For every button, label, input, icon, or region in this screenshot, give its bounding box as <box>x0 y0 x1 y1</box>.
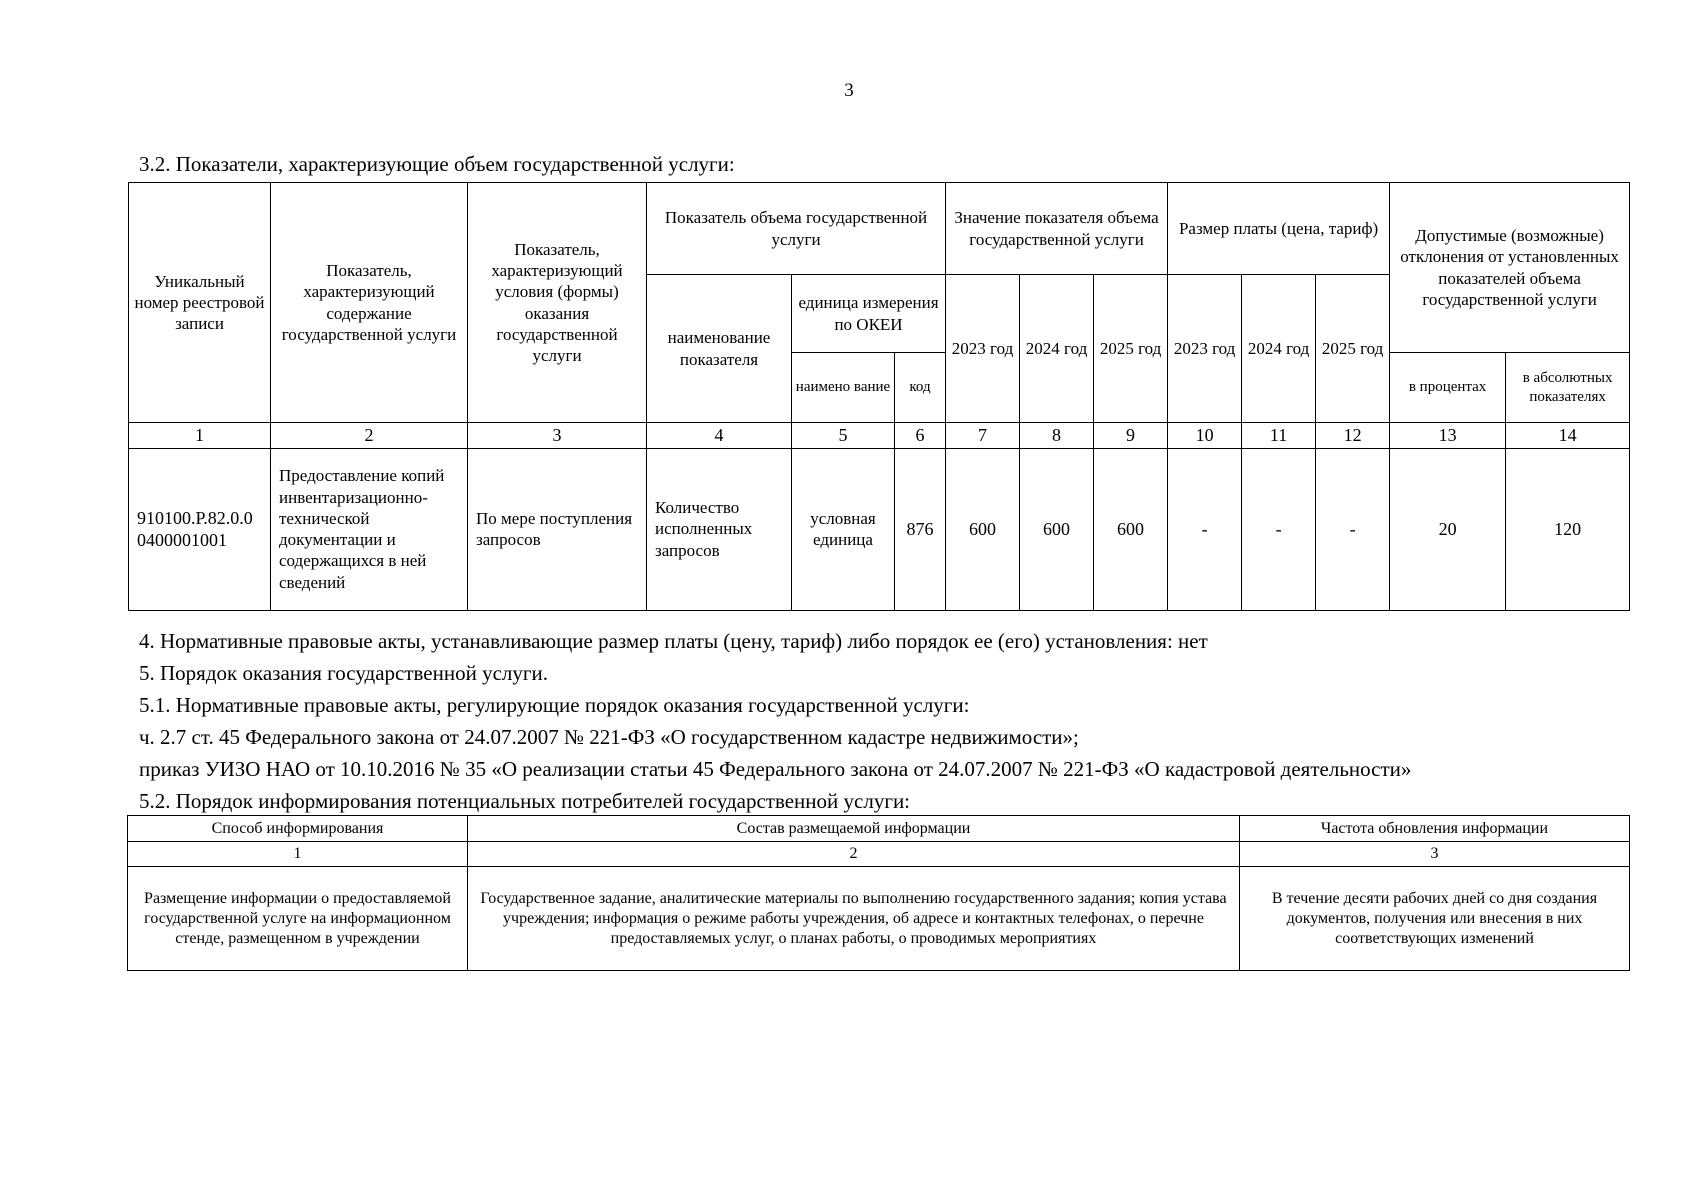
value-2023-cell: 600 <box>946 448 1020 610</box>
fee-2023-cell: - <box>1168 448 1242 610</box>
column-number: 12 <box>1316 423 1390 449</box>
header-deviation-percent: в процентах <box>1390 353 1506 423</box>
header-informing-method: Способ информирования <box>128 816 468 842</box>
column-number: 8 <box>1020 423 1094 449</box>
paragraph-4: 4. Нормативные правовые акты, устанавливающие размер платы (цену, тариф) либо порядок ее (его) установления: нет <box>139 629 1208 653</box>
informing-method-cell: Размещение информации о предоставляемой государственной услуге на информационном стенде, размещенном в учреждении <box>128 867 468 971</box>
fee-2025-cell: - <box>1316 448 1390 610</box>
header-unit-code: код <box>895 353 946 423</box>
header-service-conditions: Показатель, характеризующий условия (формы) оказания государственной услуги <box>468 183 647 423</box>
law-reference-2: приказ УИЗО НАО от 10.10.2016 № 35 «О реализации статьи 45 Федерального закона от 24.07.2007 № 221-ФЗ «О кадастровой деятельности» <box>139 757 1412 781</box>
header-unit-name: наимено вание <box>792 353 895 423</box>
informing-table <box>127 815 1630 971</box>
header-fee-2023: 2023 год <box>1168 275 1242 423</box>
section-3-2-title: 3.2. Показатели, характеризующие объем государственной услуги: <box>139 152 735 176</box>
header-fee-2025: 2025 год <box>1316 275 1390 423</box>
column-number: 10 <box>1168 423 1242 449</box>
header-fee-2024: 2024 год <box>1242 275 1316 423</box>
column-number: 11 <box>1242 423 1316 449</box>
deviation-percent-cell: 20 <box>1390 448 1506 610</box>
header-fee-group: Размер платы (цена, тариф) <box>1168 183 1390 275</box>
header-value-2024: 2024 год <box>1020 275 1094 423</box>
value-2024-cell: 600 <box>1020 448 1094 610</box>
table-row <box>129 448 1630 610</box>
registry-number-cell: 910100.Р.82.0.0 0400001001 <box>129 448 271 610</box>
header-deviation-absolute: в абсолютных показателях <box>1506 353 1630 423</box>
unit-code-cell: 876 <box>895 448 946 610</box>
header-update-frequency: Частота обновления информации <box>1240 816 1630 842</box>
column-number: 1 <box>129 423 271 449</box>
column-number: 6 <box>895 423 946 449</box>
fee-2024-cell: - <box>1242 448 1316 610</box>
header-unit-group: единица измерения по ОКЕИ <box>792 275 946 353</box>
information-content-cell: Государственное задание, аналитические материалы по выполнению государственного задания; копия устава учреждения; информация о режиме работы учреждения, об адресе и контактных телефонах, о перечне предоставляемых услуг, о планах работы, о проводимых мероприятиях <box>468 867 1240 971</box>
paragraph-5-2: 5.2. Порядок информирования потенциальных потребителей государственной услуги: <box>139 789 911 813</box>
column-number: 1 <box>128 842 468 867</box>
service-conditions-cell: По мере поступления запросов <box>468 448 647 610</box>
column-number: 5 <box>792 423 895 449</box>
header-service-content: Показатель, характеризующий содержание государственной услуги <box>271 183 468 423</box>
volume-indicators-table <box>128 182 1630 611</box>
column-number: 7 <box>946 423 1020 449</box>
header-indicator-name: наименование показателя <box>647 275 792 423</box>
table-row <box>128 867 1630 971</box>
header-information-content: Состав размещаемой информации <box>468 816 1240 842</box>
law-reference-1: ч. 2.7 ст. 45 Федерального закона от 24.07.2007 № 221-ФЗ «О государственном кадастре недвижимости»; <box>139 725 1079 749</box>
column-number: 2 <box>271 423 468 449</box>
column-number: 9 <box>1094 423 1168 449</box>
header-value-group: Значение показателя объема государственной услуги <box>946 183 1168 275</box>
column-number: 3 <box>468 423 647 449</box>
column-number: 13 <box>1390 423 1506 449</box>
indicator-name-cell: Количество исполненных запросов <box>647 448 792 610</box>
service-content-cell: Предоставление копий инвентаризационно-технической документации и содержащихся в ней сведений <box>271 448 468 610</box>
page-number: 3 <box>844 80 854 101</box>
column-number: 4 <box>647 423 792 449</box>
header-registry-number: Уникальный номер реестровой записи <box>129 183 271 423</box>
header-indicator-group: Показатель объема государственной услуги <box>647 183 946 275</box>
deviation-absolute-cell: 120 <box>1506 448 1630 610</box>
value-2025-cell: 600 <box>1094 448 1168 610</box>
paragraph-5: 5. Порядок оказания государственной услуги. <box>139 661 548 685</box>
column-number: 2 <box>468 842 1240 867</box>
update-frequency-cell: В течение десяти рабочих дней со дня создания документов, получения или внесения в них соответствующих изменений <box>1240 867 1630 971</box>
header-deviation-group: Допустимые (возможные) отклонения от установленных показателей объема государственной услуги <box>1390 183 1630 353</box>
header-value-2025: 2025 год <box>1094 275 1168 423</box>
column-number: 14 <box>1506 423 1630 449</box>
column-number: 3 <box>1240 842 1630 867</box>
paragraph-5-1: 5.1. Нормативные правовые акты, регулирующие порядок оказания государственной услуги: <box>139 693 970 717</box>
unit-name-cell: условная единица <box>792 448 895 610</box>
header-value-2023: 2023 год <box>946 275 1020 423</box>
